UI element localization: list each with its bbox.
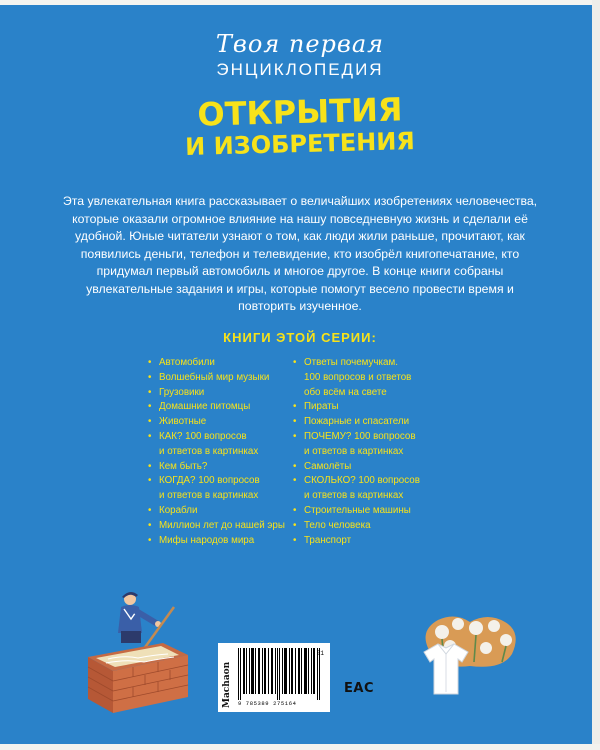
book-title-line-2: И ИЗОБРЕТЕНИЯ [184,126,416,162]
bullet-icon: • [148,401,152,413]
series-book-title: и ответов в картинках [304,445,404,457]
bullet-icon: • [148,504,152,516]
bullet-icon: • [148,357,152,368]
bullet-icon: • [293,534,297,546]
bullet-icon: • [293,401,297,413]
series-book-title: Мифы народов мира [159,534,255,546]
eac-mark-icon: EAC [344,681,374,696]
series-books-left-column [148,356,285,548]
bottom-edge-strip [0,744,600,750]
series-book-item [293,474,420,504]
bullet-icon: • [148,386,152,398]
series-book-item [148,356,285,371]
bullet-icon: • [293,416,297,428]
bullet-icon: • [293,519,297,531]
series-books-right-column [293,356,420,548]
bullet-icon: • [148,534,152,546]
bullet-icon: • [148,416,152,428]
series-name: ЭНЦИКЛОПЕДИЯ [216,60,384,79]
bullet-icon: • [148,371,152,383]
bullet-icon: • [148,519,152,531]
series-book-title: Пираты [304,401,339,413]
series-book-title: Кем быть? [159,460,208,472]
series-book-item [293,415,420,430]
isbn-number: 9 785389 275164 [238,700,297,707]
series-book-title: 100 вопросов и ответов [304,371,412,383]
bullet-icon: • [293,460,297,472]
series-book-item [148,371,285,386]
bullet-icon: • [148,460,152,472]
bullet-icon: • [148,430,152,442]
series-book-title: и ответов в картинках [159,445,259,457]
book-description: Эта увлекательная книга рассказывает о величайших изобретениях человечества, которые оказали огромное влияние на нашу повседневную жизнь и сделали её удобной. Юные читатели узнают о том, как люди жили раньше, прочитают, как появились деньги, телефон и телевидение, кто изобрёл книгопечатание, кто придумал первый автомобиль и многое другое. В конце книги собраны увлекательные задания и игры, которые помогут весело провести время и повторить изученное. [62,194,538,313]
series-books-heading: КНИГИ ЭТОЙ СЕРИИ: [223,330,377,345]
worker-illustration [78,585,193,715]
series-book-title: КОГДА? 100 вопросов [159,475,260,487]
series-book-title: Пожарные и спасатели [304,416,410,428]
series-book-title: и ответов в картинках [159,490,259,502]
shirt-illustration [424,644,468,694]
barcode-icon [238,648,326,700]
series-book-item [148,430,285,460]
series-book-item [293,460,420,475]
series-book-title: Автомобили [159,357,215,368]
bullet-icon: • [293,475,297,487]
series-book-title: Транспорт [304,534,352,546]
series-book-item [148,534,285,549]
series-book-title: Тело человека [304,519,371,531]
bullet-icon: • [293,357,297,368]
series-book-title: Самолёты [304,460,352,472]
series-book-item [148,460,285,475]
series-book-title: Животные [159,416,207,428]
series-book-item [293,356,420,400]
series-book-title: Корабли [159,504,198,516]
bullet-icon: • [148,475,152,487]
series-book-title: Волшебный мир музыки [159,371,270,383]
series-script-title: Твоя первая [215,30,385,58]
series-book-title: ПОЧЕМУ? 100 вопросов [304,430,416,442]
series-book-title: Миллион лет до нашей эры [159,519,285,531]
top-edge-strip [0,0,600,5]
book-title-line-1: ОТКРЫТИЯ [197,90,403,134]
series-book-item [293,430,420,460]
series-book-item [148,504,285,519]
barcode-suffix: 01 [316,650,324,657]
bullet-icon: • [293,430,297,442]
series-book-item [293,519,420,534]
bullet-icon: • [293,504,297,516]
book-title [0,90,600,162]
series-book-title: обо всём на свете [304,386,387,398]
series-book-title: Грузовики [159,386,205,398]
series-book-item [293,504,420,519]
series-book-title: Домашние питомцы [159,401,251,413]
series-book-title: и ответов в картинках [304,490,404,502]
cotton-illustration [410,610,530,700]
series-book-title: Ответы почемучкам. [304,357,398,368]
series-book-title: Строительные машины [304,504,411,516]
series-book-item [148,474,285,504]
series-book-item [148,519,285,534]
series-book-item [293,400,420,415]
series-book-item [148,415,285,430]
series-book-item [148,400,285,415]
series-book-title: КАК? 100 вопросов [159,430,247,442]
series-book-title: СКОЛЬКО? 100 вопросов [304,475,420,487]
series-book-item [148,386,285,401]
series-book-item [293,534,420,549]
publisher-logo: Machaon [222,661,232,708]
